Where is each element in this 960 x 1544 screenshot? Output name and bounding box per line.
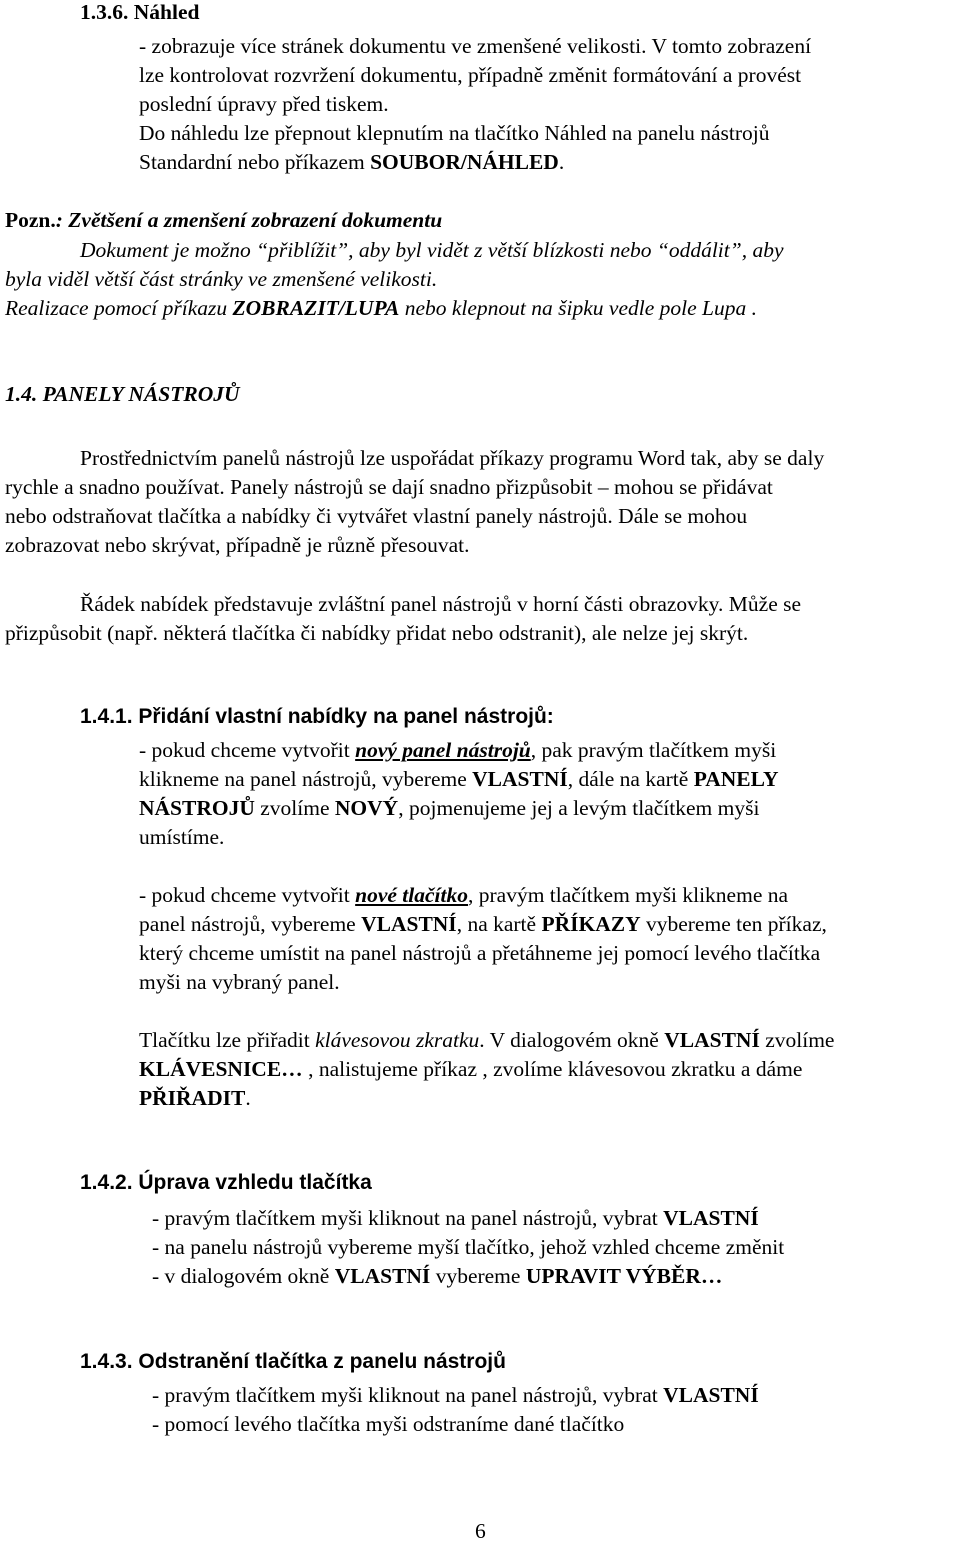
note-label: Pozn. <box>5 208 56 232</box>
text: - v dialogovém okně <box>152 1264 335 1288</box>
paragraph-line: nebo odstraňovat tlačítka a nabídky či vytvářet vlastní panely nástrojů. Dále se mohou <box>5 504 748 528</box>
emphasis: klávesovou zkratku <box>315 1028 480 1052</box>
text: , pravým tlačítkem myši klikneme na <box>468 883 789 907</box>
page-number: 6 <box>475 1519 486 1543</box>
text: - pokud chceme vytvořit <box>139 883 356 907</box>
text: zvolíme <box>759 1028 835 1052</box>
paragraph-line <box>139 881 788 910</box>
list-item <box>152 1262 722 1291</box>
paragraph-line: který chceme umístit na panel nástrojů a přetáhneme jej pomocí levého tlačítka <box>139 941 821 965</box>
text: Realizace pomocí příkazu <box>5 296 233 320</box>
text: . <box>245 1086 251 1110</box>
list-item <box>152 1381 759 1410</box>
menu-command: VLASTNÍ <box>472 767 568 791</box>
note-line: byla viděl větší část stránky ve zmenšené velikosti. <box>5 267 438 291</box>
paragraph-line <box>139 910 827 939</box>
text: Tlačítku lze přiřadit <box>139 1028 316 1052</box>
note-line: Dokument je možno “přiblížit”, aby byl vidět z větší blízkosti nebo “oddálit”, aby <box>80 238 784 262</box>
paragraph-line <box>139 794 759 823</box>
menu-command: SOUBOR/NÁHLED <box>370 150 559 174</box>
menu-command: UPRAVIT VÝBĚR… <box>525 1264 723 1288</box>
menu-command: PANELY <box>693 767 779 791</box>
menu-command: NOVÝ <box>334 796 399 820</box>
section-1-4-1-heading: 1.4.1. Přidání vlastní nabídky na panel nástrojů: <box>80 705 554 728</box>
text: zvolíme <box>254 796 335 820</box>
paragraph-line: poslední úpravy před tiskem. <box>139 92 389 116</box>
menu-command: VLASTNÍ <box>664 1028 760 1052</box>
text: Standardní nebo příkazem <box>139 150 371 174</box>
section-1-3-6-heading: 1.3.6. Náhled <box>80 0 200 24</box>
section-1-4-heading: 1.4. PANELY NÁSTROJŮ <box>5 382 240 406</box>
paragraph-line <box>139 765 779 794</box>
text: . <box>558 150 565 174</box>
text: vybereme ten příkaz, <box>640 912 827 936</box>
text: - pravým tlačítkem myši kliknout na panel nástrojů, vybrat <box>152 1206 664 1230</box>
menu-command: VLASTNÍ <box>334 1264 431 1288</box>
paragraph-line: Do náhledu lze přepnout klepnutím na tlačítko Náhled na panelu nástrojů <box>139 121 770 145</box>
paragraph-line <box>139 148 564 177</box>
paragraph-line: - zobrazuje více stránek dokumentu ve zmenšené velikosti. V tomto zobrazení <box>139 34 812 58</box>
paragraph-line: Řádek nabídek představuje zvláštní panel nástrojů v horní části obrazovky. Může se <box>80 592 802 616</box>
note-heading: : Zvětšení a zmenšení zobrazení dokumentu <box>55 208 443 232</box>
text: vybereme <box>430 1264 526 1288</box>
text: , dále na kartě <box>567 767 694 791</box>
paragraph-line <box>139 736 776 765</box>
text: klikneme na panel nástrojů, vybereme <box>139 767 473 791</box>
text: , nalistujeme příkaz , zvolíme klávesovou zkratku a dáme <box>302 1057 803 1081</box>
list-item <box>152 1204 759 1233</box>
list-item: - na panelu nástrojů vybereme myší tlačítko, jehož vzhled chceme změnit <box>152 1235 785 1259</box>
section-1-4-3-heading: 1.4.3. Odstranění tlačítka z panelu nástrojů <box>80 1350 506 1373</box>
paragraph-line: myši na vybraný panel. <box>139 970 340 994</box>
menu-command: PŘÍKAZY <box>541 912 641 936</box>
paragraph-line: zobrazovat nebo skrývat, případně je různě přesouvat. <box>5 533 470 557</box>
paragraph-line: umístíme. <box>139 825 225 849</box>
section-1-4-2-heading: 1.4.2. Úprava vzhledu tlačítka <box>80 1171 372 1194</box>
text: , pojmenujeme jej a levým tlačítkem myši <box>398 796 760 820</box>
text: , pak pravým tlačítkem myši <box>530 738 777 762</box>
text: nebo klepnout na šipku vedle pole Lupa . <box>399 296 757 320</box>
menu-command: ZOBRAZIT/LUPA <box>232 296 400 320</box>
paragraph-line: rychle a snadno používat. Panely nástrojů se dají snadno přizpůsobit – mohou se přidávat <box>5 475 773 499</box>
menu-command: VLASTNÍ <box>663 1206 759 1230</box>
menu-command: VLASTNÍ <box>663 1383 759 1407</box>
text: . V dialogovém okně <box>479 1028 665 1052</box>
emphasis: nový panel nástrojů <box>355 738 531 762</box>
paragraph-line: Prostřednictvím panelů nástrojů lze uspořádat příkazy programu Word tak, aby se daly <box>80 446 825 470</box>
paragraph-line <box>139 1026 834 1055</box>
list-item: - pomocí levého tlačítka myši odstraníme dané tlačítko <box>152 1412 625 1436</box>
paragraph-line <box>139 1055 802 1084</box>
note-title <box>5 206 442 235</box>
menu-command: KLÁVESNICE… <box>139 1057 303 1081</box>
text: - pokud chceme vytvořit <box>139 738 356 762</box>
text: - pravým tlačítkem myši kliknout na panel nástrojů, vybrat <box>152 1383 664 1407</box>
paragraph-line: přizpůsobit (např. některá tlačítka či nabídky přidat nebo odstranit), ale nelze jej skrýt. <box>5 621 749 645</box>
menu-command: NÁSTROJŮ <box>139 796 255 820</box>
text: panel nástrojů, vybereme <box>139 912 362 936</box>
note-line <box>5 294 757 323</box>
paragraph-line <box>139 1084 251 1113</box>
text: , na kartě <box>456 912 542 936</box>
paragraph-line: lze kontrolovat rozvržení dokumentu, případně změnit formátování a provést <box>139 63 802 87</box>
emphasis: nové tlačítko <box>355 883 468 907</box>
menu-command: VLASTNÍ <box>361 912 457 936</box>
menu-command: PŘIŘADIT <box>139 1086 246 1110</box>
